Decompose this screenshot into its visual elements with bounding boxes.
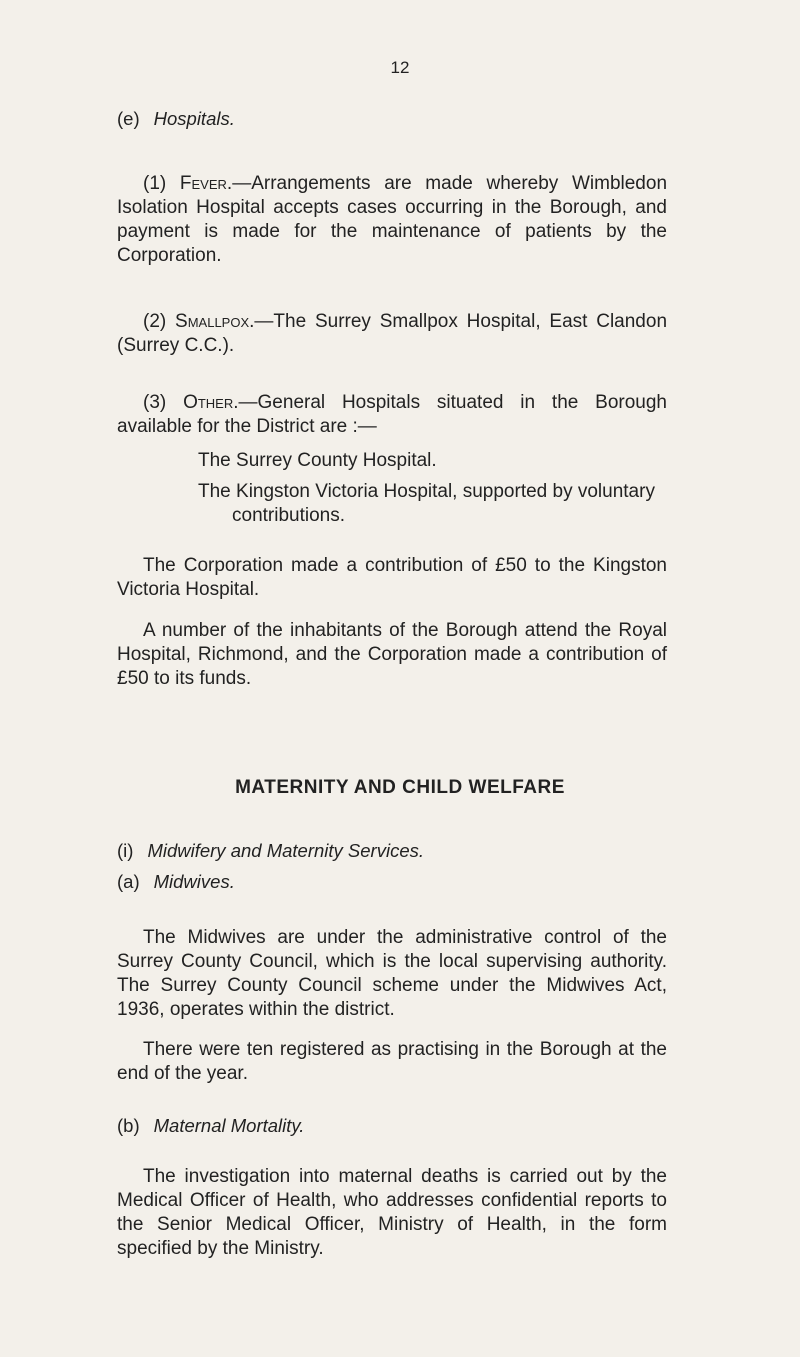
mortality-paragraph: The investigation into maternal deaths is carried out by the Medical Officer of Health, who addresses confidential reports to the Senior Medical Officer, Ministry of Health, in the form specified by the Ministry.: [117, 1166, 667, 1259]
smallpox-text: .—The Surrey Smallpox Hospital, East Clandon (Surrey C.C.).: [117, 311, 668, 356]
maternity-section-title: MATERNITY AND CHILD WELFARE: [235, 777, 565, 798]
fever-paragraph: [117, 172, 667, 268]
midwifery-title: Midwifery and Maternity Services.: [147, 840, 424, 861]
smallpox-num: (2): [143, 311, 167, 332]
midwives-paragraph: The Midwives are under the administrative control of the Surrey County Council, which is the local supervising authority. The Surrey County Council scheme under the Midwives Act, 1936, operates within the district.: [117, 927, 667, 1020]
midwives-subheading: [117, 871, 235, 893]
other-paragraph: [117, 391, 667, 439]
hospitals-label: (e): [117, 108, 140, 129]
page-number: 12: [390, 58, 410, 77]
hospital-list-item: The Surrey County Hospital.: [198, 450, 437, 471]
hospitals-title: Hospitals.: [153, 108, 235, 129]
fever-num: (1): [143, 173, 167, 194]
registered-paragraph: There were ten registered as practising in the Borough at the end of the year.: [117, 1039, 667, 1084]
mortality-subheading: [117, 1115, 304, 1137]
hospital-list-item: The Kingston Victoria Hospital, supported by voluntary contributions.: [198, 481, 655, 526]
fever-text: .—Arrangements are made whereby Wimbledon Isolation Hospital accepts cases occurring in the Borough, and payment is made for the maintenance of patients by the Corporation.: [117, 173, 668, 266]
contribution-paragraph: The Corporation made a contribution of £50 to the Kingston Victoria Hospital.: [117, 555, 667, 600]
mortality-title: Maternal Mortality.: [153, 1115, 305, 1136]
midwifery-subheading: [117, 840, 424, 862]
fever-name: Fever: [179, 173, 227, 194]
smallpox-paragraph: [117, 310, 667, 358]
midwives-title: Midwives.: [153, 871, 235, 892]
midwifery-label: (i): [117, 840, 134, 861]
royal-hospital-paragraph: A number of the inhabitants of the Borough attend the Royal Hospital, Richmond, and the Corporation made a contribution of £50 to its funds.: [117, 620, 667, 689]
other-text: .—General Hospitals situated in the Borough available for the District are :—: [117, 392, 668, 437]
smallpox-name: Smallpox: [175, 311, 250, 332]
other-num: (3): [143, 392, 167, 413]
other-name: Other: [183, 392, 234, 413]
hospitals-heading: [117, 108, 235, 130]
mortality-label: (b): [117, 1115, 140, 1136]
midwives-label: (a): [117, 871, 140, 892]
